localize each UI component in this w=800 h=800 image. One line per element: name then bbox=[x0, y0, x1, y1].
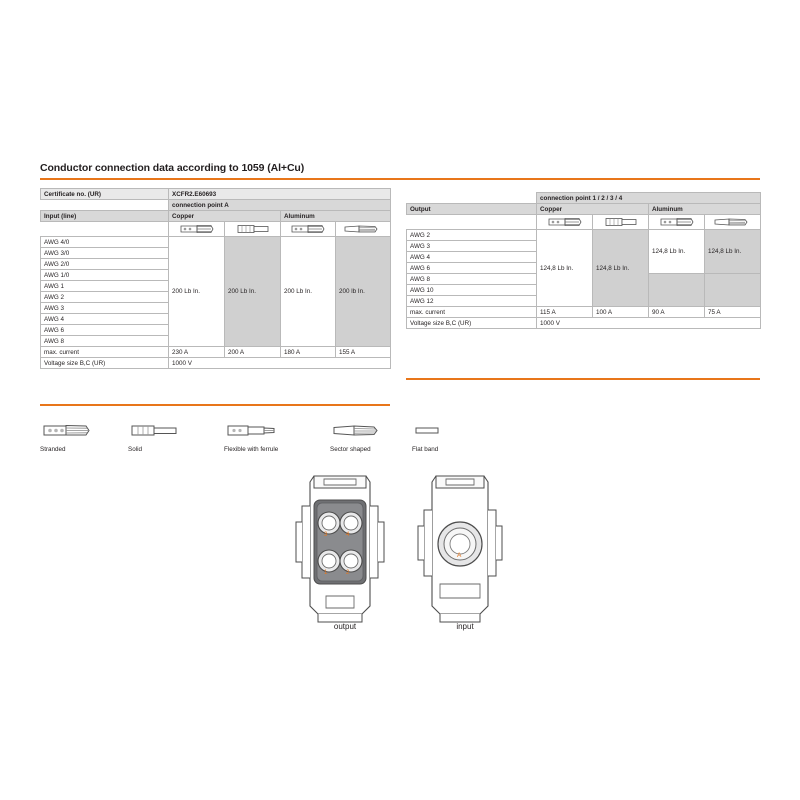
left-table-bottom-rule bbox=[40, 404, 390, 406]
product-caption-output: output bbox=[333, 622, 357, 631]
legend-label: Sector shaped bbox=[330, 446, 371, 453]
material-aluminum-label: Aluminum bbox=[649, 204, 761, 215]
material-aluminum-label: Aluminum bbox=[281, 211, 391, 222]
table-row bbox=[41, 347, 391, 358]
product-illustration-input bbox=[410, 466, 520, 631]
voltage-label: Voltage size B,C (UR) bbox=[407, 318, 537, 329]
awg-label: AWG 2/0 bbox=[41, 259, 169, 270]
table-row bbox=[407, 193, 761, 204]
output-device-drawing bbox=[290, 466, 400, 626]
max-current-value: 230 A bbox=[169, 347, 225, 358]
legend-item-flexible-ferrule bbox=[224, 420, 334, 456]
voltage-value: 1000 V bbox=[537, 318, 761, 329]
material-copper-label: Copper bbox=[537, 204, 649, 215]
port-label-1: 1 bbox=[324, 570, 328, 576]
torque-aluminum-sector: 124,8 Lb In. bbox=[705, 230, 761, 274]
stranded-conductor-icon bbox=[40, 420, 96, 440]
solid-icon-cell bbox=[593, 215, 649, 230]
legend-label: Solid bbox=[128, 446, 143, 453]
legend-item-flat-band bbox=[412, 420, 492, 456]
awg-label: AWG 3/0 bbox=[41, 248, 169, 259]
material-copper-label: Copper bbox=[169, 211, 281, 222]
sector-shaped-conductor-icon bbox=[330, 420, 386, 440]
max-current-value: 90 A bbox=[649, 307, 705, 318]
stranded-icon-cell bbox=[281, 222, 336, 237]
torque-aluminum-sector: 200 lb In. bbox=[336, 237, 391, 347]
solid-icon-cell bbox=[225, 222, 281, 237]
awg-label: AWG 1 bbox=[41, 281, 169, 292]
ferrule-conductor-icon bbox=[224, 420, 280, 440]
awg-label: AWG 4/0 bbox=[41, 237, 169, 248]
stranded-icon bbox=[177, 222, 217, 236]
torque-aluminum-stranded: 200 Lb In. bbox=[281, 237, 336, 347]
table-row bbox=[41, 189, 391, 200]
table-row bbox=[407, 307, 761, 318]
awg-label: AWG 6 bbox=[41, 325, 169, 336]
awg-label: AWG 6 bbox=[407, 263, 537, 274]
max-current-value: 115 A bbox=[537, 307, 593, 318]
legend-item-solid bbox=[128, 420, 208, 456]
table-row bbox=[407, 318, 761, 329]
port-label-3: 3 bbox=[324, 532, 328, 538]
awg-label: AWG 2 bbox=[407, 230, 537, 241]
table-row bbox=[41, 358, 391, 369]
solid-icon bbox=[233, 222, 273, 236]
torque-copper-stranded: 200 Lb In. bbox=[169, 237, 225, 347]
page-title: Conductor connection data according to 1059 (Al+Cu) bbox=[40, 162, 305, 174]
stranded-icon bbox=[545, 215, 585, 229]
awg-label: AWG 4 bbox=[407, 252, 537, 263]
awg-label: AWG 8 bbox=[41, 336, 169, 347]
awg-label: AWG 12 bbox=[407, 296, 537, 307]
output-label: Output bbox=[407, 204, 537, 215]
torque-copper-solid: 124,8 Lb In. bbox=[593, 230, 649, 307]
sector-shaped-icon bbox=[711, 215, 755, 229]
max-current-value: 155 A bbox=[336, 347, 391, 358]
title-underline bbox=[40, 178, 760, 180]
table-row bbox=[41, 200, 391, 211]
connection-point-header: connection point A bbox=[169, 200, 391, 211]
table-row bbox=[407, 230, 761, 241]
max-current-label: max. current bbox=[41, 347, 169, 358]
empty-cell bbox=[649, 274, 705, 307]
legend-item-stranded bbox=[40, 420, 120, 456]
sector-shaped-icon-cell bbox=[705, 215, 761, 230]
port-label-2: 2 bbox=[346, 570, 350, 576]
solid-conductor-icon bbox=[128, 420, 184, 440]
voltage-value: 1000 V bbox=[169, 358, 391, 369]
awg-label: AWG 1/0 bbox=[41, 270, 169, 281]
table-row bbox=[41, 211, 391, 222]
legend-label: Flat band bbox=[412, 446, 439, 453]
right-conductor-table bbox=[406, 192, 761, 329]
torque-copper-solid: 200 Lb In. bbox=[225, 237, 281, 347]
sector-shaped-icon bbox=[341, 222, 385, 236]
input-label: Input (line) bbox=[41, 211, 169, 222]
certificate-label: Certificate no. (UR) bbox=[41, 189, 169, 200]
max-current-value: 100 A bbox=[593, 307, 649, 318]
right-table-bottom-rule bbox=[406, 378, 760, 380]
max-current-value: 180 A bbox=[281, 347, 336, 358]
awg-label: AWG 4 bbox=[41, 314, 169, 325]
product-caption-input: input bbox=[456, 622, 474, 631]
flat-band-conductor-icon bbox=[412, 420, 452, 440]
port-label-A: A bbox=[457, 552, 462, 559]
port-label-4: 4 bbox=[346, 532, 350, 538]
voltage-label: Voltage size B,C (UR) bbox=[41, 358, 169, 369]
torque-copper-stranded: 124,8 Lb In. bbox=[537, 230, 593, 307]
max-current-label: max. current bbox=[407, 307, 537, 318]
stranded-icon-cell bbox=[169, 222, 225, 237]
max-current-value: 200 A bbox=[225, 347, 281, 358]
torque-aluminum-stranded: 124,8 Lb In. bbox=[649, 230, 705, 274]
empty-cell bbox=[705, 274, 761, 307]
awg-label: AWG 10 bbox=[407, 285, 537, 296]
solid-icon bbox=[601, 215, 641, 229]
awg-label: AWG 2 bbox=[41, 292, 169, 303]
input-device-drawing bbox=[410, 466, 520, 626]
stranded-icon bbox=[657, 215, 697, 229]
icon-row bbox=[407, 215, 761, 230]
table-row bbox=[41, 237, 391, 248]
product-illustration-output bbox=[290, 466, 400, 631]
legend-label: Stranded bbox=[40, 446, 66, 453]
left-conductor-table bbox=[40, 188, 391, 369]
awg-label: AWG 3 bbox=[41, 303, 169, 314]
icon-row bbox=[41, 222, 391, 237]
stranded-icon bbox=[288, 222, 328, 236]
legend-label: Flexible with ferrule bbox=[224, 446, 279, 453]
stranded-icon-cell bbox=[537, 215, 593, 230]
stranded-icon-cell bbox=[649, 215, 705, 230]
sector-shaped-icon-cell bbox=[336, 222, 391, 237]
awg-label: AWG 3 bbox=[407, 241, 537, 252]
table-row bbox=[407, 204, 761, 215]
awg-label: AWG 8 bbox=[407, 274, 537, 285]
certificate-value: XCFR2.E60693 bbox=[169, 189, 391, 200]
connection-point-header: connection point 1 / 2 / 3 / 4 bbox=[537, 193, 761, 204]
legend-item-sector-shaped bbox=[330, 420, 420, 456]
max-current-value: 75 A bbox=[705, 307, 761, 318]
